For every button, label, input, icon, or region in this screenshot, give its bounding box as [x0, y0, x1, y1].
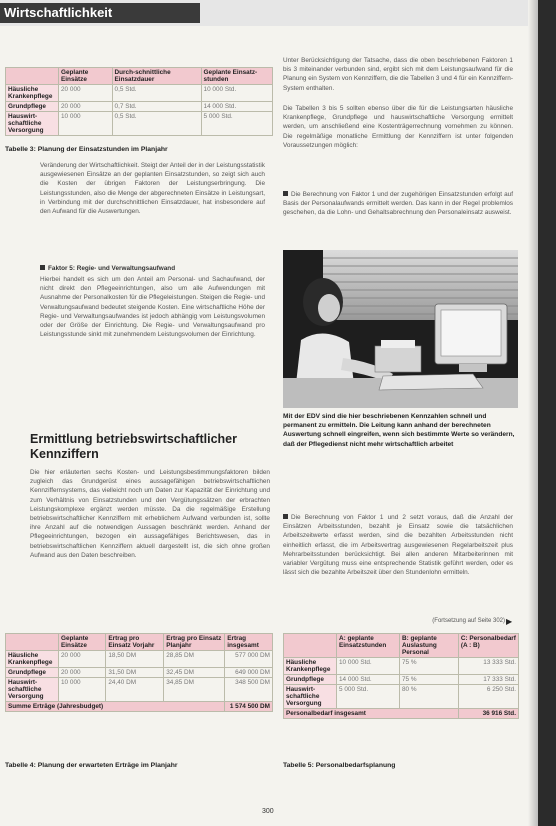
table-cell: 13 333 Std. [458, 658, 518, 675]
table-cell: 14 000 Std. [201, 102, 272, 112]
table-header-cell: Ertrag pro Einsatz Vorjahr [106, 634, 164, 651]
row-label: Hauswirt-schaftliche Versorgung [6, 112, 59, 136]
table-cell: 5 000 Std. [337, 685, 400, 709]
table-cell: 24,40 DM [106, 678, 164, 702]
table-header-cell [284, 634, 337, 658]
table-header-cell: A: geplante Einsatzstunden [337, 634, 400, 658]
table-cell: 20 000 [59, 102, 113, 112]
table-cell: 75 % [399, 658, 458, 675]
table-header-cell: Geplante Einsätze [59, 634, 106, 651]
continued-note: (Fortsetzung auf Seite 302) [432, 618, 505, 624]
table-cell: 5 000 Std. [201, 112, 272, 136]
section-title: Wirtschaftlichkeit [0, 3, 200, 23]
table-row [6, 85, 273, 102]
bullet-heading-factor-5 [40, 264, 265, 273]
table-header-row [6, 68, 273, 85]
table-cell: 18,50 DM [106, 651, 164, 668]
table-4 [5, 633, 273, 712]
table-header-cell: C: Personalbedarf (A : B) [458, 634, 518, 658]
table-cell: 34,85 DM [164, 678, 225, 702]
right-paragraph-1: Unter Berücksichtigung der Tatsache, dass die oben beschriebenen Faktoren 1 bis 3 miteinander verbunden sind, ergibt sich mit dem Leistungsaufwand für die Planung ein System von Kennziffern, die die Tabellen 3 und 4 für ein Kennziffern-System enthalten. [283, 57, 513, 92]
table-row [6, 651, 273, 668]
table-cell: 14 000 Std. [337, 675, 400, 685]
sum-label: Summe Erträge (Jahresbudget) [6, 702, 225, 712]
table-cell: 20 000 [59, 668, 106, 678]
table-cell: 0,5 Std. [112, 85, 201, 102]
table-cell: 31,50 DM [106, 668, 164, 678]
row-label: Grundpflege [6, 668, 59, 678]
table-cell: 17 333 Std. [458, 675, 518, 685]
bullet-heading-text: Faktor 5: Regie- und Verwaltungsaufwand [48, 265, 176, 272]
bullet-icon [283, 191, 288, 196]
row-label: Grundpflege [6, 102, 59, 112]
sum-value: 1 574 500 DM [225, 702, 273, 712]
table-cell: 32,45 DM [164, 668, 225, 678]
table-header-cell [6, 634, 59, 651]
table-cell: 10 000 [59, 678, 106, 702]
table-cell: 6 250 Std. [458, 685, 518, 709]
row-label: Häusliche Krankenpflege [284, 658, 337, 675]
sum-value: 36 916 Std. [458, 709, 518, 719]
left-paragraph-2: Hierbei handelt es sich um den Anteil am Personal- und Sachaufwand, der nicht direkt den Pflegeeinrichtungen, also um alle Aufwendungen mit Ausnahme der Personalkosten für die Pflegeleistungen. Steigen die Regie- und Verwaltungsaufwand bedeutet steigende Kosten. Eine wirtschaftliche Höhe der Regie- und Verwaltungsaufwandes ist jedoch abhängig vom Leistungsvolumen oder der Größe der Einrichtung. Die Regie- und Verwaltungsaufwand pro Leistungsstunde sinkt mit zunehmendem Leistungsvolumen der Einrichtung. [40, 276, 265, 339]
right-bullet-2 [283, 513, 513, 577]
table-header-cell [6, 68, 59, 85]
table-cell: 10 000 Std. [337, 658, 400, 675]
table-cell: 0,5 Std. [112, 112, 201, 136]
right-bullet-1 [283, 190, 513, 218]
arrow-right-icon: ▶ [506, 617, 513, 626]
table-cell: 75 % [399, 675, 458, 685]
bullet-icon [283, 514, 288, 519]
table-row [6, 668, 273, 678]
table-3-caption: Tabelle 3: Planung der Einsatzstunden im Planjahr [5, 146, 168, 153]
book-spine [538, 0, 556, 826]
table-cell: 348 500 DM [225, 678, 273, 702]
table-row [284, 658, 519, 675]
page-number: 300 [262, 808, 274, 815]
table-header-cell: Ertrag insgesamt [225, 634, 273, 651]
row-label: Häusliche Krankenpflege [6, 651, 59, 668]
photo-caption: Mit der EDV sind die hier beschriebenen Kennzahlen schnell und permanent zu ermitteln. Die Leitung kann anhand der berechneten Auswertung schnell eingreifen, wenn sich bestimmte Werte so verändern, daß der Pflegedienst nicht mehr wirtschaftlich arbeitet [283, 413, 515, 448]
table-header-cell: Geplante Einsätze [59, 68, 113, 85]
bullet-text: Die Berechnung von Faktor 1 und der zugehörigen Einsatzstunden erfolgt auf Basis der Personalaufwands ermittelt werden. Das kann in der Regel problemlos geschehen, da die Lohn- und Gehaltsabrechnung den Personaleinsatz ausweist. [283, 191, 513, 217]
row-label: Hauswirt-schaftliche Versorgung [284, 685, 337, 709]
table-5-caption: Tabelle 5: Personalbedarfsplanung [283, 762, 396, 769]
table-cell: 649 000 DM [225, 668, 273, 678]
right-paragraph-2: Die Tabellen 3 bis 5 sollten ebenso über die für die Leistungsarten häusliche Krankenpflege, Grundpflege und hauswirtschaftliche Versorgung ermittelt werden, um anschließend eine Kostenträgerrechnung vornehmen zu können. Die regelmäßige monatliche Ermittlung der Kennziffern ist unter folgenden Voraussetzungen möglich: [283, 105, 513, 149]
table-cell: 80 % [399, 685, 458, 709]
table-header-row [284, 634, 519, 658]
photo-computer-workstation [283, 250, 518, 408]
table-3 [5, 67, 273, 136]
table-5 [283, 633, 519, 719]
table-cell: 20 000 [59, 651, 106, 668]
table-header-cell: Geplante Einsatz-stunden [201, 68, 272, 85]
table-cell: 10 000 [59, 112, 113, 136]
table-header-cell: B: geplante Auslastung Personal [399, 634, 458, 658]
table-row [284, 685, 519, 709]
table-row [6, 678, 273, 702]
table-row [6, 102, 273, 112]
table-cell: 28,85 DM [164, 651, 225, 668]
sum-label: Personalbedarf insgesamt [284, 709, 459, 719]
table-cell: 577 000 DM [225, 651, 273, 668]
table-header-cell: Durch-schnittliche Einsatzdauer [112, 68, 201, 85]
bullet-icon [40, 265, 45, 270]
table-header-cell: Ertrag pro Einsatz Planjahr [164, 634, 225, 651]
table-cell: 10 000 Std. [201, 85, 272, 102]
section-heading: Ermittlung betriebswirtschaftlicher Kennziffern [30, 432, 237, 461]
row-label: Hauswirt-schaftliche Versorgung [6, 678, 59, 702]
left-paragraph-3: Die hier erläuterten sechs Kosten- und Leistungsbestimmungsfaktoren bilden zugleich das Grundgerüst eines aussagefähigen betriebswirtschaftlichen Kennziffernsystems, das vielleicht noch um Daten zur Kapazität der Einrichtung und zum Verhältnis von Einsatzstunden und den Vergütungssätzen der erbrachten Leistungskomplexe ergänzt werden müsste. Da die regelmäßige Erstellung betriebswirtschaftlicher Kennziffern mit erheblichem Aufwand verbunden ist, sollte ihre Anzahl auf die notwendigen Aussagen beschränkt werden. Anhand der Pflegeeinrichtungen, bezogen ein aussagefähiges Berichtswesen, das in betriebswirtschaftlichen Kennziffern aktuell dargestellt ist, die sich ohne großen Aufwand aus den Daten beschreiben. [30, 469, 270, 559]
table-sum-row [284, 709, 519, 719]
table-sum-row [6, 702, 273, 712]
table-cell: 20 000 [59, 85, 113, 102]
table-row [6, 112, 273, 136]
bullet-text: Die Berechnung von Faktor 1 und 2 setzt voraus, daß die Anzahl der Einsätzen Arbeitsstunden, bezahlt je Einsatz sowie die tatsächlichen Arbeitszeitwerte erfasst werden, sind die bezahlten Arbeitsstunden nicht einheitlich erfasst, die im Arbeitsvertrag ausgewiesenen Regelarbeitszeit plus Mehrarbeitsstunden berücksichtigt. Bei allen anderen Mitarbeiterinnen mit variabler Vergütung muss eine entsprechende Statistik geführt werden, oder es lässt sich die bezahlte Arbeitszeit über den Stundenlohn ermitteln. [283, 514, 513, 577]
table-header-row [6, 634, 273, 651]
row-label: Grundpflege [284, 675, 337, 685]
table-cell: 0,7 Std. [112, 102, 201, 112]
table-row [284, 675, 519, 685]
book-spine-shadow [528, 0, 538, 826]
table-4-caption: Tabelle 4: Planung der erwarteten Erträge im Planjahr [5, 762, 178, 769]
row-label: Häusliche Krankenpflege [6, 85, 59, 102]
left-paragraph-1: Veränderung der Wirtschaftlichkeit. Steigt der Anteil der in der Leistungsstatistik ausgewiesenen Einsätze an der geplanten Einsatzstunden, so zeigt sich auch die Kosten der übrigen Faktoren der Leistungserbringung. Die Leistungsstunden, also die Menge der abgerechneten Einsätze in Leistungsart, in Verbindung mit der durchschnittlichen Einsatzdauer, hat insbesondere auf den Aufwand für die Auswertungen. [40, 162, 265, 216]
